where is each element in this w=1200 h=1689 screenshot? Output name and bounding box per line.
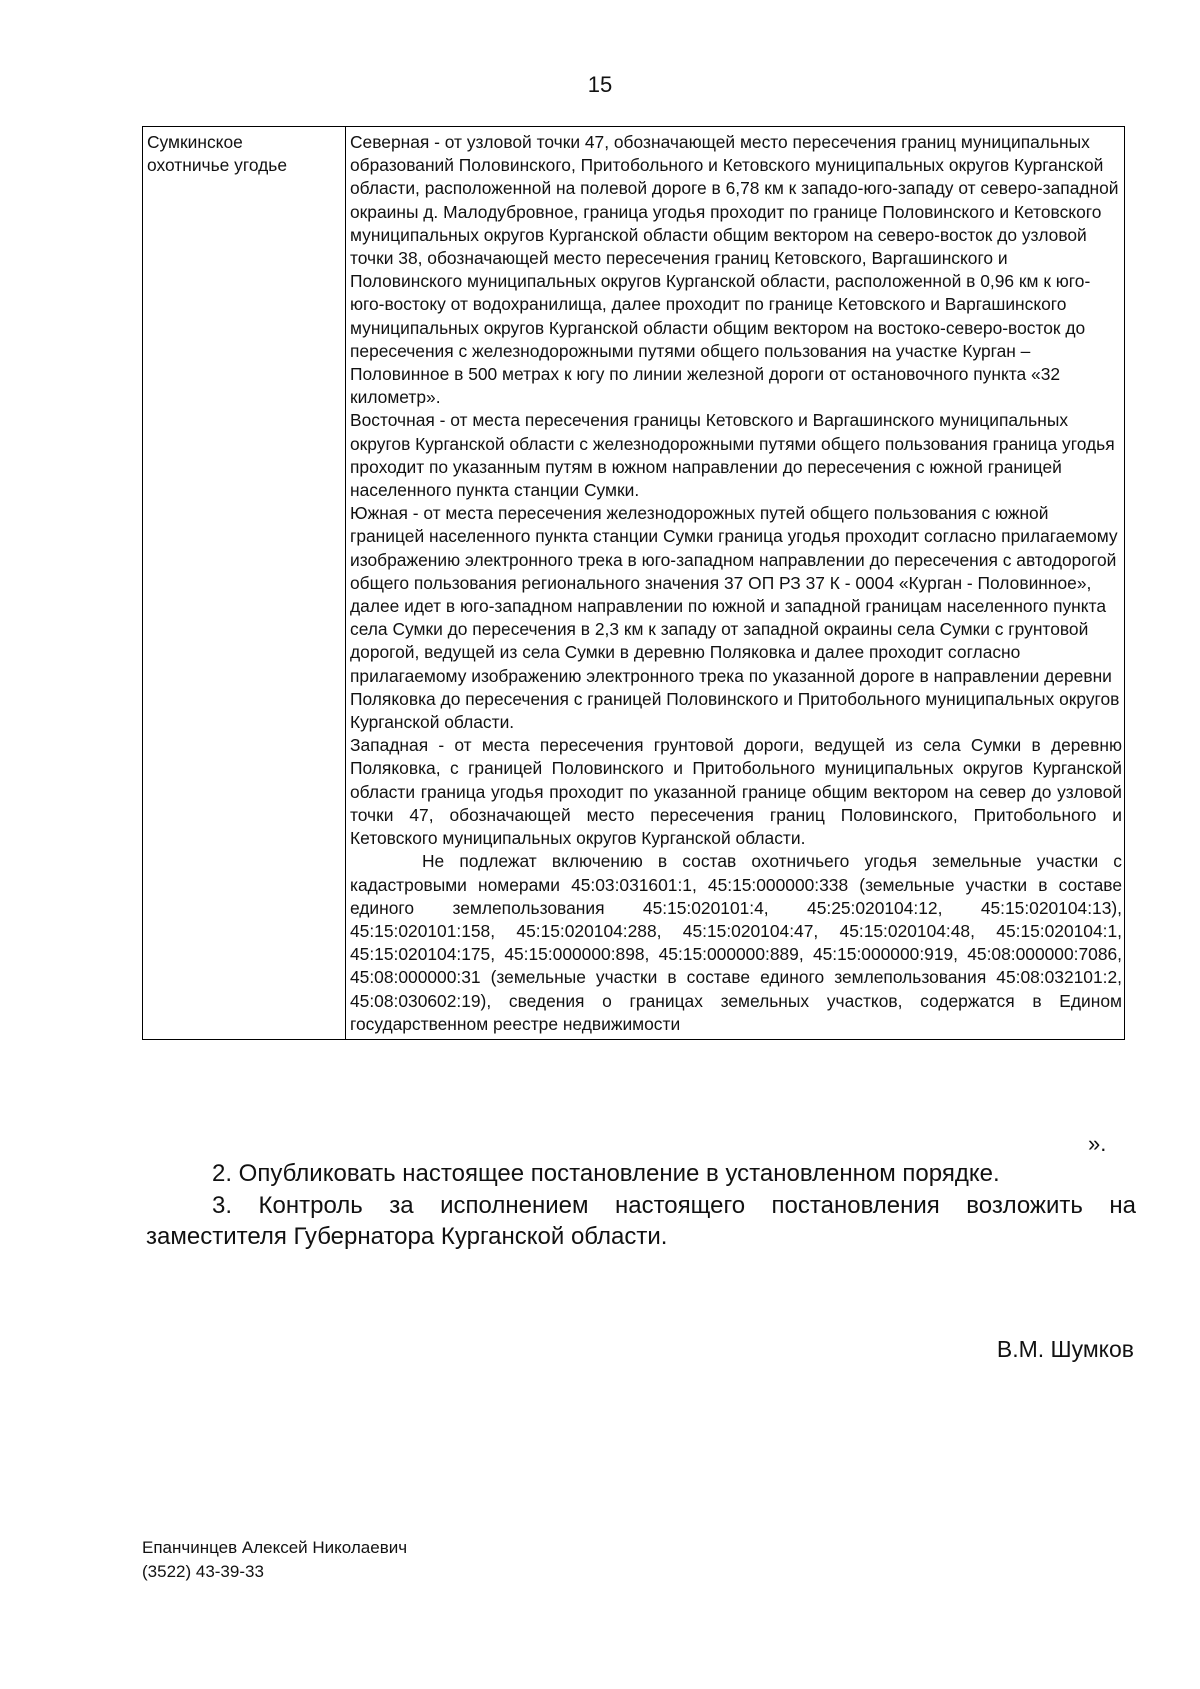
- clause-3-text: 3. Контроль за исполнением настоящего постановления возложить на заместителя Губернатора Курганской области.: [146, 1192, 1136, 1250]
- east-boundary-text: Восточная - от места пересечения границы Кетовского и Варгашинского муниципальных округов Курганской области с железнодорожными путями общего пользования граница угодья проходит по указанным путям в южном направлении до пересечения с южной границей населенного пункта станции Сумки.: [350, 410, 1115, 501]
- executor-block: [142, 1536, 407, 1584]
- page-number: 15: [587, 72, 613, 97]
- table-row: [143, 127, 1125, 1040]
- governor-signature: В.М. Шумков: [996, 1336, 1134, 1362]
- territory-name-line2: охотничье угодье: [147, 155, 287, 176]
- south-boundary-text: Южная - от места пересечения железнодорожных путей общего пользования с южной границей населенного пункта станции Сумки граница угодья проходит согласно прилагаемому изображению электронного трека в юго-западном направлении до пересечения с автодорогой общего пользования регионального значения 37 ОП РЗ 37 К - 0004 «Курган - Половинное», далее идет в юго-западном направлении по южной и западной границам населенного пункта села Сумки до пересечения в 2,3 км к западу от западной окраины села Сумки с грунтовой дорогой, ведущей из села Сумки в деревню Поляковка и далее проходит согласно прилагаемому изображению электронного трека по указанной дороге в направлении деревни Поляковка до пересечения с границей Половинского и Притобольного муниципальных округов Курганской области.: [350, 503, 1120, 733]
- territory-name-line1: Сумкинское: [147, 132, 243, 152]
- executor-name: Епанчинцев Алексей Николаевич: [142, 1538, 408, 1557]
- closing-quote: ».: [1088, 1131, 1107, 1156]
- north-boundary-text: Северная - от узловой точки 47, обозначающей место пересечения границ муниципальных образований Половинского, Притобольного и Кетовского муниципальных округов Курганской области, расположенной на полевой дороге в 6,78 км к западо-юго-западу от северо-западной окраины д. Малодубровное, граница угодья проходит по границе Половинского и Кетовского муниципальных округов Курганской области общим вектором на северо-восток до узловой точки 38, обозначающей место пересечения границ Кетовского, Варгашинского и Половинского муниципальных округов Курганской области, расположенной в 0,96 км к юго-юго-востоку от водохранилища, далее проходит по границе Кетовского и Варгашинского муниципальных округов Курганской области общим вектором на востоко-северо-восток до пересечения с железнодорожными путями общего пользования на участке Курган – Половинное в 500 метрах к югу по линии железной дороги от остановочного пункта «32 километр».: [350, 132, 1119, 408]
- exclusion-paragraph: [350, 850, 1122, 1036]
- boundary-description-cell: [346, 127, 1125, 1040]
- exclusion-text: Не подлежат включению в состав охотничьего угодья земельные участки с кадастровыми номерами 45:03:031601:1, 45:15:000000:338 (земельные участки в составе единого землепользования 45:15:020101:4, 45:25:020104:12, 45:15:020104:13), 45:15:020101:158, 45:15:020104:288, 45:15:020104:47, 45:15:020104:48, 45:15:020104:1, 45:15:020104:175, 45:15:000000:898, 45:15:000000:889, 45:15:000000:919, 45:08:000000:7086, 45:08:000000:31 (земельные участки в составе единого землепользования 45:08:032101:2, 45:08:030602:19), сведения о границах земельных участков, содержатся в Едином государственном реестре недвижимости: [350, 851, 1122, 1034]
- hunting-grounds-table: [142, 126, 1125, 1040]
- clause-2-text: 2. Опубликовать настоящее постановление в установленном порядке.: [212, 1160, 1000, 1187]
- west-boundary-text: Западная - от места пересечения грунтовой дороги, ведущей из села Сумки в деревню Поляковка, с границей Половинского и Притобольного муниципальных округов Курганской области граница угодья проходит по указанной границе общим вектором на север до узловой точки 47, обозначающей место пересечения границ Половинского, Притобольного и Кетовского муниципальных округов Курганской области.: [350, 735, 1122, 849]
- territory-name-cell: [143, 127, 346, 1040]
- executor-phone: (3522) 43-39-33: [142, 1562, 264, 1581]
